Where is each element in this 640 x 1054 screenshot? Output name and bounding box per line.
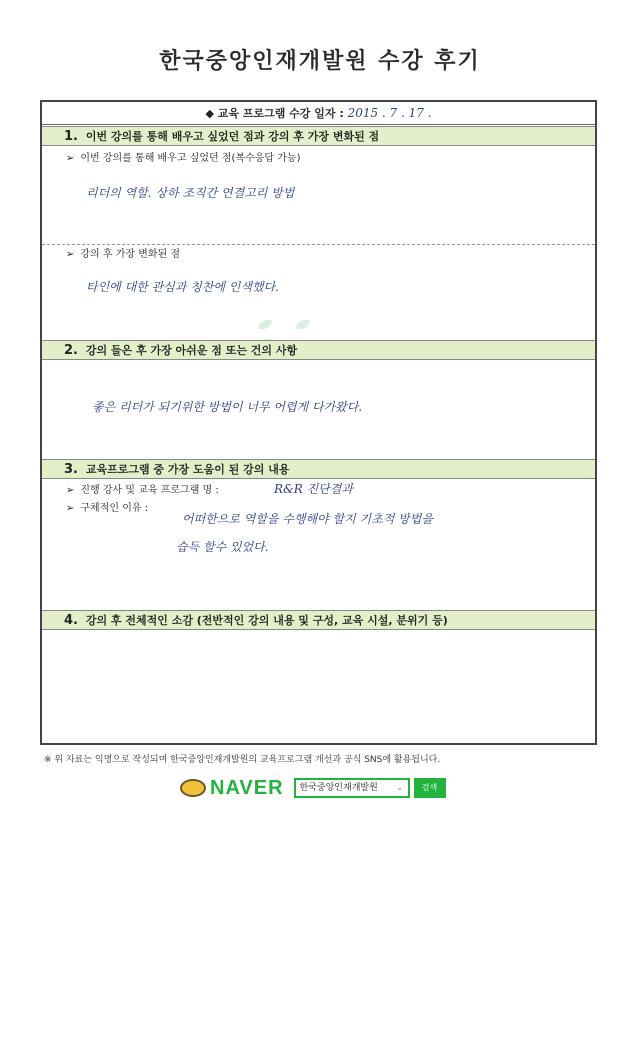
footnote: ※ 위 자료는 익명으로 작성되며 한국중앙인재개발원의 교육프로그램 개선과 공식 SNS에 활용됩니다. [44, 755, 441, 765]
arrow-icon: ➢ [66, 485, 75, 496]
section-1-header [42, 126, 595, 146]
date-value: 2015 . 7 . 17 . [347, 106, 432, 120]
section-4-header [42, 610, 595, 630]
search-button[interactable]: 검색 [414, 778, 446, 798]
section-3-reason-answer-2: 습득 할수 있었다. [176, 540, 269, 554]
section-2-header [42, 340, 595, 360]
section-4-heading: 강의 후 전체적인 소감 (전반적인 강의 내용 및 구성, 교육 시설, 분위기 등) [85, 614, 448, 627]
search-input[interactable] [294, 778, 410, 798]
arrow-icon: ➢ [66, 249, 75, 260]
date-label: ◆ 교육 프로그램 수강 일자 : [205, 107, 344, 120]
review-form [40, 100, 597, 745]
arrow-icon: ➢ [66, 503, 75, 514]
section-1-sub2-answer: 타인에 대한 관심과 칭찬에 인색했다. [86, 280, 279, 294]
naver-logo: NAVER [210, 776, 284, 799]
section-1-sub1 [66, 152, 300, 166]
section-3-reason [66, 502, 148, 516]
section-2-answer: 좋은 리더가 되기위한 방법이 너무 어렵게 다가왔다. [92, 400, 363, 414]
section-1-sub1-label: 이번 강의를 통해 배우고 싶었던 점(복수응답 가능) [80, 153, 301, 164]
section-1-number: 1. [64, 129, 78, 144]
arrow-icon: ➢ [66, 153, 75, 164]
section-4-number: 4. [64, 613, 78, 628]
section-1-divider [42, 244, 595, 245]
section-3-instructor-answer: R&R 진단결과 [274, 482, 353, 496]
chevron-down-icon: ⌄ [395, 783, 404, 793]
section-2-number: 2. [64, 343, 78, 358]
section-3-heading: 교육프로그램 중 가장 도움이 된 강의 내용 [85, 463, 290, 476]
search-value: 한국중앙인재개발원 [299, 783, 378, 793]
section-3-reason-answer-1: 어떠한으로 역할을 수행해야 할지 기초적 방법을 [182, 512, 433, 526]
section-1-sub2-label: 강의 후 가장 변화된 점 [80, 249, 181, 260]
naver-search-banner [180, 776, 446, 800]
section-3-number: 3. [64, 462, 78, 477]
section-3-instructor [66, 484, 219, 498]
section-1-sub1-answer: 리더의 역할. 상하 조직간 연결고리 방법 [86, 186, 295, 200]
document-title: 한국중앙인재개발원 수강 후기 [159, 49, 481, 74]
section-3-header [42, 459, 595, 479]
section-3-instructor-label: 진행 강사 및 교육 프로그램 명 : [80, 485, 219, 496]
leaf-decoration [258, 314, 338, 334]
section-1-heading: 이번 강의를 통해 배우고 싶었던 점과 강의 후 가장 변화된 점 [85, 130, 380, 143]
bee-icon [180, 779, 206, 797]
date-row [42, 102, 595, 125]
section-2-heading: 강의 들은 후 가장 아쉬운 점 또는 건의 사항 [85, 344, 298, 357]
section-3-reason-label: 구체적인 이유 : [80, 503, 149, 514]
section-1-sub2 [66, 248, 180, 262]
